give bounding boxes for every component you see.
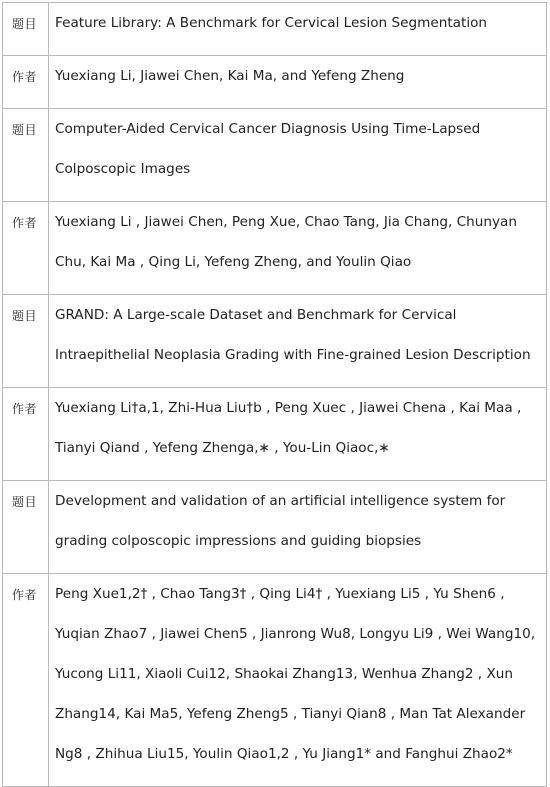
- table-row: [3, 388, 547, 481]
- table-row: [3, 295, 547, 388]
- paper-authors: Yuexiang Li†a,1, Zhi-Hua Liu†b , Peng Xuec , Jiawei Chena , Kai Maa , Tianyi Qiand , Yefeng Zhenga,∗ , You-Lin Qiaoc,∗: [49, 388, 547, 481]
- row-label-authors: 作者: [3, 202, 49, 295]
- row-label-title: 题目: [3, 109, 49, 202]
- paper-title: Computer-Aided Cervical Cancer Diagnosis Using Time-Lapsed Colposcopic Images: [49, 109, 547, 202]
- table-row: [3, 481, 547, 574]
- paper-title: Development and validation of an artificial intelligence system for grading colposcopic impressions and guiding biopsies: [49, 481, 547, 574]
- row-label-title: 题目: [3, 481, 49, 574]
- paper-title: GRAND: A Large-scale Dataset and Benchmark for Cervical Intraepithelial Neoplasia Grading with Fine-grained Lesion Description: [49, 295, 547, 388]
- row-label-title: 题目: [3, 3, 49, 56]
- row-label-authors: 作者: [3, 388, 49, 481]
- paper-title: Feature Library: A Benchmark for Cervical Lesion Segmentation: [49, 3, 547, 56]
- row-label-title: 题目: [3, 295, 49, 388]
- table-row: [3, 109, 547, 202]
- row-label-authors: 作者: [3, 574, 49, 787]
- paper-authors: Peng Xue1,2† , Chao Tang3† , Qing Li4† , Yuexiang Li5 , Yu Shen6 , Yuqian Zhao7 , Jiawei Chen5 , Jianrong Wu8, Longyu Li9 , Wei Wang10, Yucong Li11, Xiaoli Cui12, Shaokai Zhang13, Wenhua Zhang2 , Xun Zhang14, Kai Ma5, Yefeng Zheng5 , Tianyi Qian8 , Man Tat Alexander Ng8 , Zhihua Liu15, Youlin Qiao1,2 , Yu Jiang1* and Fanghui Zhao2*: [49, 574, 547, 787]
- paper-authors: Yuexiang Li, Jiawei Chen, Kai Ma, and Yefeng Zheng: [49, 56, 547, 109]
- table-row: [3, 202, 547, 295]
- table-row: [3, 56, 547, 109]
- paper-authors: Yuexiang Li , Jiawei Chen, Peng Xue, Chao Tang, Jia Chang, Chunyan Chu, Kai Ma , Qing Li, Yefeng Zheng, and Youlin Qiao: [49, 202, 547, 295]
- table-row: [3, 574, 547, 787]
- row-label-authors: 作者: [3, 56, 49, 109]
- table-row: [3, 3, 547, 56]
- paper-list-table: [2, 2, 547, 787]
